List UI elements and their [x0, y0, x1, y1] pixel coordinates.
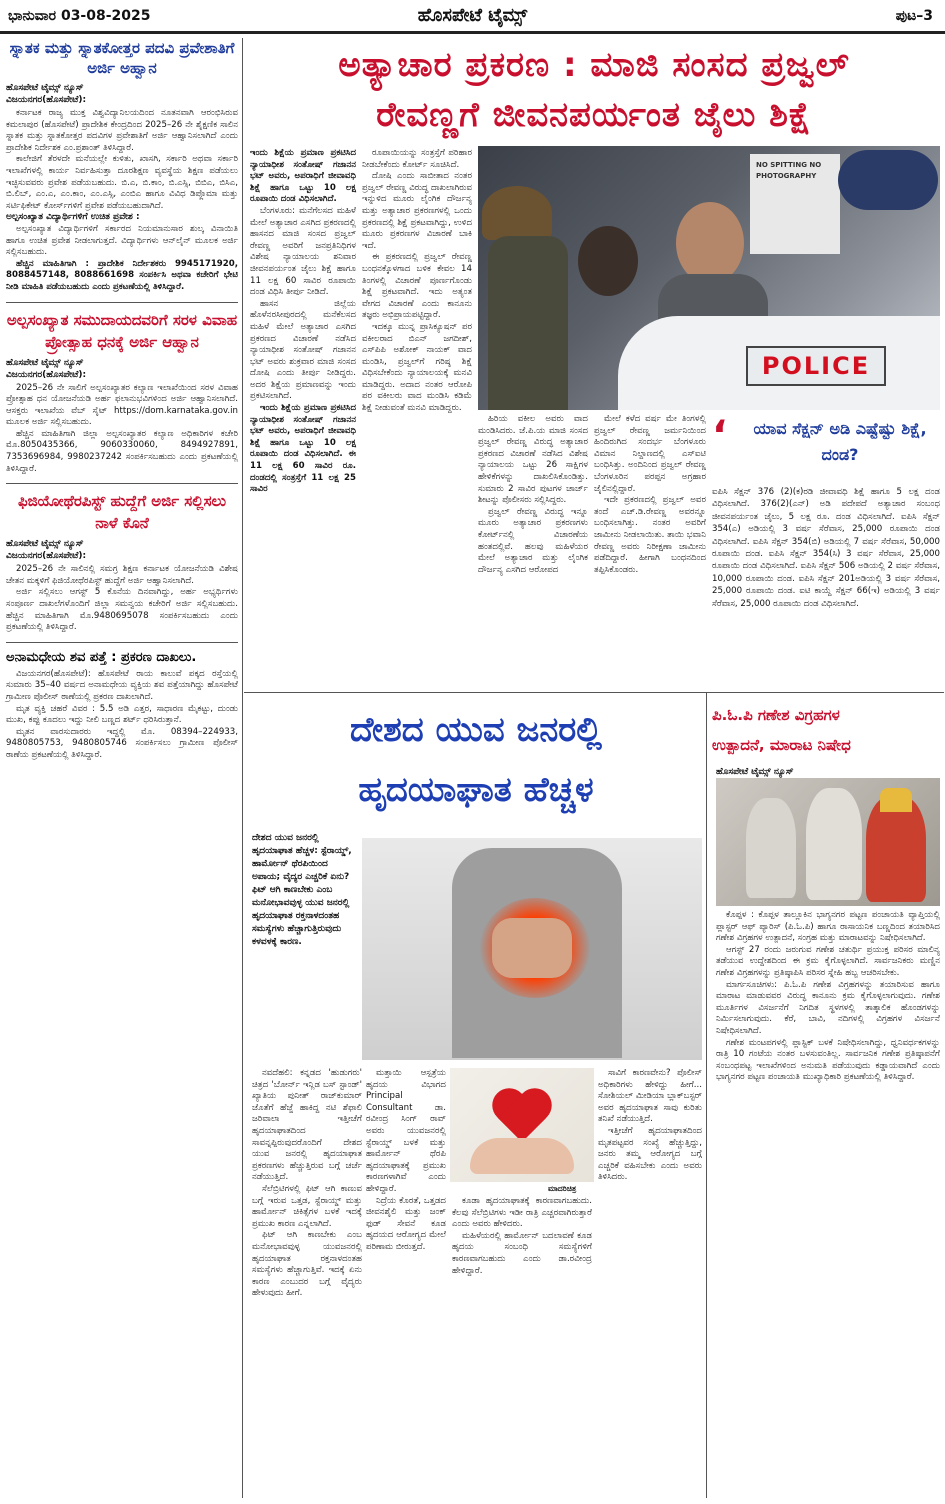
page-header	[0, 0, 945, 34]
story-headline: ಅಲ್ಪಸಂಖ್ಯಾತ ಸಮುದಾಯದವರಿಗೆ ಸರಳ ವಿವಾಹ ಪ್ರೋತ್ಸಾಹ ಧನಕ್ಕೆ ಅರ್ಜಿ ಆಹ್ವಾನ	[6, 310, 238, 351]
lead-headline-line1: ಅತ್ಯಾಚಾರ ಪ್ರಕರಣ : ಮಾಜಿ ಸಂಸದ ಪ್ರಜ್ವಲ್	[338, 45, 850, 85]
paragraph: ರೂಪಾಯಿಯನ್ನು ಸಂತ್ರಸ್ತೆಗೆ ಪರಿಹಾರ ನೀಡಬೇಕೆಂದು ಕೋರ್ಟ್ ಸೂಚಿಸಿದೆ.	[362, 148, 472, 170]
paragraph: ಪ್ರಜ್ವಲ್ ರೇವಣ್ಣ ವಿರುದ್ಧ ಇನ್ನೂ ಮೂರು ಅತ್ಯಾಚಾರ ಪ್ರಕರಣಗಳು ಕೋರ್ಟ್‌ನಲ್ಲಿ ವಿಚಾರಣೆಯ ಹಂತದಲ್ಲಿವೆ. ಹಲವು ಮಹಿಳೆಯರ ಮೇಲೆ ಅತ್ಯಾಚಾರ ಮತ್ತು ಲೈಂಗಿಕ ದೌರ್ಜನ್ಯ ಎಸಗಿದ ಆರೋಪದ	[478, 506, 588, 575]
paragraph: ಕಾಲೇಜಿಗೆ ತೆರಳದೇ ಮನೆಯಲ್ಲೇ ಕುಳಿತು, ಖಾಸಗಿ, ಸರ್ಕಾರಿ ಅಥವಾ ಸರ್ಕಾರಿ ಇಲಾಖೆಗಳಲ್ಲಿ ಕಾರ್ಯ ನಿರ್ವಹಿಸುತ್ತಾ ದೂರಶಿಕ್ಷಣ ವ್ಯವಸ್ಥೆಯ ಶಿಕ್ಷಣ ಪಡೆಯಲು ಇಚ್ಛಿಸುವವರು ಪ್ರವೇಶ ಪಡೆಯಬಹುದು. ಬಿ.ಎ, ಬಿ.ಕಾಂ, ಬಿ.ಎಸ್ಸಿ, ಬಿಬಿಎ, ಬಿಸಿಎ, ಬಿ.ಲಿಬ್, ಎಂ.ಎ, ಎಂ.ಕಾಂ, ಎಂ.ಎಸ್ಸಿ, ಎಂಬಿಎ ಹಾಗೂ ವಿವಿಧ ಡಿಪ್ಲೊಮಾ ಮತ್ತು ಸರ್ಟಿಫಿಕೇಟ್ ಕೋರ್ಸ್‌ಗಳಿಗೆ ಪ್ರವೇಶ ಪಡೆಯಬಹುದಾಗಿದೆ.	[6, 154, 238, 211]
page-number: ಪುಟ–3	[895, 8, 933, 24]
byline-text: ಹೊಸಪೇಟೆ ಟೈಮ್ಸ್ ನ್ಯೂಸ್	[6, 357, 84, 368]
story-byline	[6, 82, 238, 106]
divider	[6, 642, 238, 643]
paragraph: ಸಾವಿಗೆ ಕಾರಣವೇನು? ಪೊಲೀಸ್ ಅಧಿಕಾರಿಗಳು ಹೇಳಿದ್ದು ಹೀಗೆ... ಸೋಶಿಯಲ್ ಮೀಡಿಯಾ ಬ್ಲಾಕ್‌ಬಸ್ಟರ್ ಅವರ ಹೃದಯಾಘಾತ ಸಾವು ಕುರಿತು ತನಿಖೆ ನಡೆಯುತ್ತಿದೆ.	[598, 1068, 702, 1125]
paragraph: ಗಣೇಶ ಮಂಟಪಗಳಲ್ಲಿ ಪ್ಲಾಸ್ಟಿಕ್ ಬಳಕೆ ನಿಷೇಧಿಸಲಾಗಿದ್ದು, ಧ್ವನಿವರ್ಧಕಗಳನ್ನು ರಾತ್ರಿ 10 ಗಂಟೆಯ ನಂತರ ಬಳಸುವಂತಿಲ್ಲ. ಸಾರ್ವಜನಿಕ ಗಣೇಶ ಪ್ರತಿಷ್ಠಾಪನೆಗೆ ಸಂಬಂಧಪಟ್ಟ ಇಲಾಖೆಗಳಿಂದ ಅನುಮತಿ ಪಡೆಯುವುದು ಕಡ್ಡಾಯವಾಗಿದೆ ಎಂದು ಭಾಗ್ಯನಗರ ಪಟ್ಟಣ ಪಂಚಾಯತಿ ಮುಖ್ಯಾಧಿಕಾರಿ ಪ್ರಕಟಣೆಯಲ್ಲಿ ತಿಳಿಸಿದ್ದಾರೆ.	[716, 1037, 940, 1083]
lead-photo	[478, 146, 940, 410]
ganesh-idols-photo	[716, 778, 940, 906]
heart-column-b	[366, 1068, 446, 1254]
paragraph: ಮಹಿಳೆಯರಲ್ಲಿ ಹಾರ್ಮೋನ್ ಬದಲಾವಣೆ ಕೂಡ ಹೃದಯ ಸಂಬಂಧಿ ಸಮಸ್ಯೆಗಳಿಗೆ ಕಾರಣವಾಗಬಹುದು ಎಂದು ಡಾ.ರವೀಂದ್ರ ಹೇಳಿದ್ದಾರೆ.	[452, 1230, 592, 1276]
lead-headline-line2: ರೇವಣ್ಣಗೆ ಜೀವನಪರ್ಯಂತ ಜೈಲು ಶಿಕ್ಷೆ	[376, 95, 812, 135]
police-cap	[482, 186, 552, 240]
heart-column-a	[252, 1068, 362, 1300]
divider	[6, 302, 238, 303]
idol-crown	[880, 788, 912, 812]
story-headline: ಸ್ನಾತಕ ಮತ್ತು ಸ್ನಾತಕೋತ್ತರ ಪದವಿ ಪ್ರವೇಶಾತಿಗೆ ಅರ್ಜಿ ಅಹ್ವಾನ	[9, 39, 235, 77]
paragraph: ಸೆಲೆಬ್ರಿಟಿಗಳಲ್ಲಿ ಫಿಟ್ ಆಗಿ ಕಾಣುವ ಬಗ್ಗೆ ಇರುವ ಒತ್ತಡ, ಸ್ಟೆರಾಯ್ಡ್ ಮತ್ತು ಹಾರ್ಮೋನ್ ಚಿಕಿತ್ಸೆಗಳ ಬಳಕೆ ಇದಕ್ಕೆ ಪ್ರಮುಖ ಕಾರಣ ಎನ್ನಲಾಗಿದೆ.	[252, 1183, 362, 1229]
story-headline: ಫಿಜಿಯೋಥೆರಪಿಸ್ಟ್ ಹುದ್ದೆಗೆ ಅರ್ಜಿ ಸಲ್ಲಿಸಲು ನಾಳೆ ಕೊನೆ	[17, 492, 227, 533]
paragraph: ಹಿರಿಯ ವಕೀಲ ಅವರು ವಾದ ಮಂಡಿಸಿದರು. ಜೆ.ಪಿ.ಯ ಮಾಜಿ ಸಂಸದ ಪ್ರಜ್ವಲ್ ರೇವಣ್ಣ ವಿರುದ್ಧ ಅತ್ಯಾಚಾರ ಪ್ರಕರಣದ ವಿಚಾರಣೆ ನಡೆಸಿದ ವಿಶೇಷ ನ್ಯಾಯಾಲಯ ಒಟ್ಟು 26 ಸಾಕ್ಷಿಗಳ ಹೇಳಿಕೆಗಳನ್ನು ದಾಖಲಿಸಿಕೊಂಡಿತ್ತು. ಸುಮಾರು 2 ಸಾವಿರ ಪುಟಗಳ ಚಾರ್ಜ್ ಶೀಟನ್ನು ಪೊಲೀಸರು ಸಲ್ಲಿಸಿದ್ದರು.	[478, 414, 588, 506]
heart-headline	[250, 700, 702, 820]
paper-name: ಹೊಸಪೇಟೆ ಟೈಮ್ಸ್	[417, 5, 528, 26]
paragraph: ಮೃತನ ವಾರಸುದಾರರು ಇದ್ದಲ್ಲಿ ಮೊ. 08394–224933, 9480805753, 9480805746 ಸಂಪರ್ಕಿಸಲು ಗ್ರಾಮೀಣ ಪೊಲೀಸ್ ಠಾಣೆಯ ಪ್ರಕಟಣೆಯಲ್ಲಿ ತಿಳಿಸಿದ್ದಾರೆ.	[6, 726, 238, 760]
left-column	[6, 38, 238, 762]
header-date: ಭಾನುವಾರ 03-08-2025	[8, 8, 151, 24]
police-sign: POLICE	[746, 346, 886, 386]
paragraph: ಹಾಸನ ಜಿಲ್ಲೆಯ ಹೊಳೆನರಸೀಪುರದಲ್ಲಿ ಮನೆಕೆಲಸದ ಮಹಿಳೆ ಮೇಲೆ ಅತ್ಯಾಚಾರ ಎಸಗಿದ ಪ್ರಕರಣದ ವಿಚಾರಣೆ ನಡೆಸಿದ ನ್ಯಾಯಾಧೀಶ ಸಂತೋಷ್ ಗಜಾನನ ಭಟ್ ಅವರು ಶುಕ್ರವಾರ ಮಾಜಿ ಸಂಸದ ದೋಷಿ ಎಂದು ತೀರ್ಪು ನೀಡಿದ್ದರು. ಅದರ ಶಿಕ್ಷೆಯ ಪ್ರಮಾಣವನ್ನು ಇಂದು ಪ್ರಕಟಿಸಲಾಗಿದೆ.	[250, 298, 356, 402]
dateline: ವಿಜಯನಗರ(ಹೊಸಪೇಟೆ):	[6, 95, 87, 105]
paragraph: ಮತ್ತಾಯಿ ಆಸ್ಪತ್ರೆಯ ಹೃದಯ ವಿಭಾಗದ Principal Consultant ಡಾ. ರವೀಂದ್ರ ಸಿಂಗ್ ರಾವ್ ಅವರು ಯುವಜನರಲ್ಲಿ ಸ್ಟೆರಾಯ್ಡ್ ಬಳಕೆ ಮತ್ತು ಹಾರ್ಮೋನ್ ಥೆರಪಿ ಹೃದಯಾಘಾತಕ್ಕೆ ಪ್ರಮುಖ ಕಾರಣಗಳಾಗಿವೆ ಎಂದು ಹೇಳಿದ್ದಾರೆ.	[366, 1068, 446, 1194]
paragraph: ಇಂದು ಶಿಕ್ಷೆಯ ಪ್ರಮಾಣ ಪ್ರಕಟಿಸಿದ ನ್ಯಾಯಾಧೀಶ ಸಂತೋಷ್ ಗಜಾನನ ಭಟ್ ಅವರು, ಅಪರಾಧಿಗೆ ಜೀವಾವಧಿ ಶಿಕ್ಷೆ ಹಾಗೂ ಒಟ್ಟು 10 ಲಕ್ಷ ರೂಪಾಯಿ ದಂಡ ವಿಧಿಸಲಾಗಿದೆ. ಈ 11 ಲಕ್ಷ 60 ಸಾವಿರ ರೂ. ದಂಡದಲ್ಲಿ ಸಂತ್ರಸ್ತೆಗೆ 11 ಲಕ್ಷ 25 ಸಾವಿರ	[250, 403, 356, 495]
ganesh-headline	[712, 700, 940, 760]
palms	[470, 1138, 574, 1174]
lead-intro: ಇಂದು ಶಿಕ್ಷೆಯ ಪ್ರಮಾಣ ಪ್ರಕಟಿಸಿದ ನ್ಯಾಯಾಧೀಶ ಸಂತೋಷ್ ಗಜಾನನ ಭಟ್ ಅವರು, ಅಪರಾಧಿಗೆ ಜೀವಾವಧಿ ಶಿಕ್ಷೆ ಹಾಗೂ ಒಟ್ಟು 10 ಲಕ್ಷ ರೂಪಾಯಿ ದಂಡ ವಿಧಿಸಲಾಗಿದೆ.	[250, 148, 356, 205]
paragraph: ಅರ್ಜಿ ಸಲ್ಲಿಸಲು ಆಗಸ್ಟ್ 5 ಕೊನೆಯ ದಿನವಾಗಿದ್ದು, ಅರ್ಹ ಅಭ್ಯರ್ಥಿಗಳು ಸಂಪೂರ್ಣ ದಾಖಲೆಗಳೊಂದಿಗೆ ಜಿಲ್ಲಾ ಸಮನ್ವಯ ಕಚೇರಿಗೆ ಅರ್ಜಿ ಸಲ್ಲಿಸಬಹುದು. ಹೆಚ್ಚಿನ ಮಾಹಿತಿಗಾಗಿ ಮೊ.9480695078 ಸಂಪರ್ಕಿಸಬಹುದು ಎಂದು ಪ್ರಕಟಣೆಯಲ್ಲಿ ತಿಳಿಸಿದ್ದಾರೆ.	[6, 587, 238, 633]
paragraph: ಮೇಲೆ ಕಳೆದ ವರ್ಷ ಮೇ ತಿಂಗಳಲ್ಲಿ ಪ್ರಜ್ವಲ್ ರೇವಣ್ಣ ಜರ್ಮನಿಯಿಂದ ಹಿಂದಿರುಗಿದ ಸಂದರ್ಭ ಬೆಂಗಳೂರು ವಿಮಾನ ನಿಲ್ದಾಣದಲ್ಲಿ ಎಸ್‌ಐಟಿ ಬಂಧಿಸಿತ್ತು. ಅಂದಿನಿಂದ ಪ್ರಜ್ವಲ್ ರೇವಣ್ಣ ಬೆಂಗಳೂರಿನ ಪರಪ್ಪನ ಅಗ್ರಹಾರ ಜೈಲಿನಲ್ಲಿದ್ದಾರೆ.	[594, 414, 706, 494]
idol	[806, 788, 862, 900]
heart-headline-line1: ದೇಶದ ಯುವ ಜನರಲ್ಲಿ	[350, 710, 602, 750]
lead-column-4	[594, 414, 706, 576]
heart-highlight	[252, 832, 356, 949]
lead-column-3	[478, 414, 588, 576]
hand	[492, 918, 572, 978]
paragraph: ವಿಜಯನಗರ(ಹೊಸಪೇಟೆ): ಹೊಸಪೇಟೆ ರಾಯ ಕಾಲುವೆ ಪಕ್ಕದ ರಸ್ತೆಯಲ್ಲಿ ಸುಮಾರು 35–40 ವರ್ಷದ ಅನಾಮಧೇಯ ವ್ಯಕ್ತಿಯ ಶವ ಪತ್ತೆಯಾಗಿದ್ದು ಹೊಸಪೇಟೆ ಗ್ರಾಮೀಣ ಪೊಲೀಸ್ ಠಾಣೆಯಲ್ಲಿ ಪ್ರಕರಣ ದಾಖಲಾಗಿದೆ.	[6, 668, 238, 702]
paragraph: ಅಲ್ಪಸಂಖ್ಯಾತ ವಿದ್ಯಾರ್ಥಿಗಳಿಗೆ ಸರ್ಕಾರದ ನಿಯಮಾನುಸಾರ ಶುಲ್ಕ ವಿನಾಯಿತಿ ಹಾಗೂ ಉಚಿತ ಪ್ರವೇಶ ನೀಡಲಾಗುತ್ತದೆ. ವಿದ್ಯಾರ್ಥಿಗಳು ಆನ್‌ಲೈನ್ ಮೂಲಕ ಅರ್ಜಿ ಸಲ್ಲಿಸಬಹುದು.	[6, 223, 238, 258]
ganesh-headline-line1: ಪಿ.ಓ.ಪಿ ಗಣೇಶ ವಿಗ್ರಹಗಳ	[712, 706, 840, 724]
highlight-text: ದೇಶದ ಯುವ ಜನರಲ್ಲಿ ಹೃದಯಾಘಾತ ಹೆಚ್ಚಳ: ಸ್ಟೆರಾಯ್ಡ್, ಹಾರ್ಮೋನ್ ಥೆರಪಿಯಿಂದ ಅಪಾಯ; ವೈದ್ಯರ ಎಚ್ಚರಿಕೆ ಏನು? ಫಿಟ್ ಆಗಿ ಕಾಣಬೇಕು ಎಂಬ ಮನೋಭಾವವುಳ್ಳ ಯುವ ಜನರಲ್ಲಿ ಹೃದಯಾಘಾತ ರಕ್ತನಾಳದಂತಹ ಸಮಸ್ಯೆಗಳು ಹೆಚ್ಚಾಗುತ್ತಿರುವುದು ಕಳವಳಕ್ಕೆ ಕಾರಣ.	[252, 833, 352, 947]
heart-column-c	[452, 1196, 592, 1277]
paragraph: ಮಾರ್ಗಸೂಚಿಗಳು: ಪಿ.ಓ.ಪಿ ಗಣೇಶ ವಿಗ್ರಹಗಳನ್ನು ತಯಾರಿಸುವ ಹಾಗೂ ಮಾರಾಟ ಮಾಡುವವರ ವಿರುದ್ಧ ಕಾನೂನು ಕ್ರಮ ಕೈಗೊಳ್ಳಲಾಗುವುದು. ಗಣೇಶ ಮೂರ್ತಿಗಳ ವಿಸರ್ಜನೆಗೆ ನಿಗದಿತ ಸ್ಥಳಗಳಲ್ಲಿ ತಾತ್ಕಾಲಿಕ ಹೊಂಡಗಳನ್ನು ನಿರ್ಮಿಸಲಾಗುವುದು. ಕೆರೆ, ಬಾವಿ, ನದಿಗಳಲ್ಲಿ ವಿಗ್ರಹಗಳ ವಿಸರ್ಜನೆ ನಿಷೇಧಿಸಲಾಗಿದೆ.	[716, 979, 940, 1036]
ganesh-body	[716, 910, 940, 1084]
byline-text: ಹೊಸಪೇಟೆ ಟೈಮ್ಸ್ ನ್ಯೂಸ್	[6, 83, 84, 93]
paragraph: ನವದೆಹಲಿ: ಕನ್ನಡದ 'ಹುಡುಗರು' ಚಿತ್ರದ 'ಬೋರ್ನ್ ಇನ್ಲಿಡ ಬಸ್ ಸ್ಟಾಂಡ್' ಖ್ಯಾತಿಯ ಪುನೀತ್ ರಾಜ್‌ಕುಮಾರ್ ಜೊತೆಗೆ ಹೆಜ್ಜೆ ಹಾಕಿದ್ದ ನಟಿ ಶೆಫಾಲಿ ಜರಿವಾಲಾ ಇತ್ತೀಚೆಗೆ ಹೃದಯಾಘಾತದಿಂದ ಸಾವನ್ನಪ್ಪಿರುವುದರೊಂದಿಗೆ ದೇಶದ ಯುವ ಜನರಲ್ಲಿ ಹೃದಯಾಘಾತ ಪ್ರಕರಣಗಳು ಹೆಚ್ಚುತ್ತಿರುವ ಬಗ್ಗೆ ಚರ್ಚೆ ನಡೆಯುತ್ತಿದೆ.	[252, 1068, 362, 1183]
paragraph: ಆಗಸ್ಟ್ 27 ರಂದು ಜರುಗುವ ಗಣೇಶ ಚತುರ್ಥಿ ಪ್ರಯುಕ್ತ ಪರಿಸರ ಮಾಲಿನ್ಯ ತಡೆಯುವ ಉದ್ದೇಶದಿಂದ ಈ ಕ್ರಮ ಕೈಗೊಳ್ಳಲಾಗಿದೆ. ಸಾರ್ವಜನಿಕರು ಮಣ್ಣಿನ ಗಣೇಶ ವಿಗ್ರಹಗಳನ್ನು ಪ್ರತಿಷ್ಠಾಪಿಸಿ ಪರಿಸರ ಸ್ನೇಹಿ ಹಬ್ಬ ಆಚರಿಸಬೇಕು.	[716, 944, 940, 978]
column-rule	[706, 692, 707, 1498]
row-rule	[244, 692, 944, 693]
paragraph: ಈ ಪ್ರಕರಣದಲ್ಲಿ ಪ್ರಜ್ವಲ್ ರೇವಣ್ಣ ಬಂಧನಕ್ಕೊಳಗಾದ ಬಳಿಕ ಕೇವಲ 14 ತಿಂಗಳಲ್ಲಿ ವಿಚಾರಣೆ ಪೂರ್ಣಗೊಂಡು ಶಿಕ್ಷೆ ಪ್ರಕಟವಾಗಿದೆ. ಇದು ಅತ್ಯಂತ ವೇಗದ ವಿಚಾರಣೆ ಎಂದು ಕಾನೂನು ತಜ್ಞರು ಅಭಿಪ್ರಾಯಪಟ್ಟಿದ್ದಾರೆ.	[362, 252, 472, 321]
story-body	[6, 108, 238, 294]
ganesh-headline-line2: ಉತ್ಪಾದನೆ, ಮಾರಾಟ ನಿಷೇಧ	[712, 736, 851, 754]
paragraph: ಬೆಂಗಳೂರು: ಮನೆಗೆಲಸದ ಮಹಿಳೆ ಮೇಲೆ ಅತ್ಯಾಚಾರ ಎಸಗಿದ ಪ್ರಕರಣದಲ್ಲಿ ಹಾಸನದ ಮಾಜಿ ಸಂಸದ ಪ್ರಜ್ವಲ್ ರೇವಣ್ಣ ಅವರಿಗೆ ಜನಪ್ರತಿನಿಧಿಗಳ ವಿಶೇಷ ನ್ಯಾಯಾಲಯ ಶನಿವಾರ ಜೀವನಪರ್ಯಂತ ಜೈಲು ಶಿಕ್ಷೆ ಹಾಗೂ 11 ಲಕ್ಷ 60 ಸಾವಿರ ರೂಪಾಯಿ ದಂಡ ವಿಧಿಸಿ ತೀರ್ಪು ನೀಡಿದೆ.	[250, 205, 356, 298]
police-car-lightbar	[838, 150, 938, 210]
paragraph: 2025–26 ನೇ ಸಾಲಿಗೆ ಅಲ್ಪಸಂಖ್ಯಾತರ ಕಲ್ಯಾಣ ಇಲಾಖೆಯಿಂದ ಸರಳ ವಿವಾಹ ಪ್ರೋತ್ಸಾಹ ಧನ ಯೋಜನೆಯಡಿ ಅರ್ಹ ಫಲಾನುಭವಿಗಳಿಂದ ಅರ್ಜಿ ಆಹ್ವಾನಿಸಲಾಗಿದೆ. ಆಸಕ್ತರು ಇಲಾಖೆಯ ವೆಬ್ ಸೈಟ್ https://dom.karnataka.gov.in ಮೂಲಕ ಅರ್ಜಿ ಸಲ್ಲಿಸಬಹುದು.	[6, 382, 238, 428]
paragraph: ಕೊಪ್ಪಳ : ಕೊಪ್ಪಳ ತಾಲ್ಲೂಕಿನ ಭಾಗ್ಯನಗರ ಪಟ್ಟಣ ಪಂಚಾಯತಿ ವ್ಯಾಪ್ತಿಯಲ್ಲಿ ಪ್ಲಾಸ್ಟರ್ ಆಫ್ ಪ್ಯಾರಿಸ್ (ಪಿ.ಓ.ಪಿ) ಹಾಗೂ ರಾಸಾಯನಿಕ ಬಣ್ಣದಿಂದ ತಯಾರಿಸಿದ ಗಣೇಶ ವಿಗ್ರಹಗಳ ಉತ್ಪಾದನೆ, ಸಂಗ್ರಹ ಮತ್ತು ಮಾರಾಟವನ್ನು ನಿಷೇಧಿಸಲಾಗಿದೆ.	[716, 910, 940, 944]
quote-mark: ‘	[712, 413, 728, 459]
dateline: ವಿಜಯನಗರ(ಹೊಸಪೇಟೆ):	[6, 369, 87, 380]
sections-box-body: ಐಪಿಸಿ ಸೆಕ್ಷನ್ 376 (2)(ಕ)ರಡಿ ಜೀವಾವಧಿ ಶಿಕ್ಷೆ ಹಾಗೂ 5 ಲಕ್ಷ ದಂಡ ವಿಧಿಸಲಾಗಿದೆ. 376(2)(ಎನ್) ಅಡಿ ಪದೇಪದೆ ಅತ್ಯಾಚಾರ ಸಂಬಂಧ ಜೀವನಪರ್ಯಂತ ಜೈಲು, 5 ಲಕ್ಷ ರೂ. ದಂಡ ವಿಧಿಸಲಾಗಿದೆ. ಐಪಿಸಿ ಸೆಕ್ಷನ್ 354(ಎ) ಅಡಿಯಲ್ಲಿ 3 ವರ್ಷ ಸೆರೆವಾಸ, 25,000 ರೂಪಾಯಿ ದಂಡ ವಿಧಿಸಲಾಗಿದೆ. ಐಪಿಸಿ ಸೆಕ್ಷನ್ 354(ಬಿ) ಅಡಿಯಲ್ಲಿ 7 ವರ್ಷ ಸೆರೆವಾಸ, 50,000 ರೂಪಾಯಿ ದಂಡ. ಐಪಿಸಿ ಸೆಕ್ಷನ್ 354(ಸಿ) 3 ವರ್ಷ ಸೆರೆವಾಸ, 25,000 ರೂಪಾಯಿ ದಂಡ ವಿಧಿಸಲಾಗಿದೆ. ಐಪಿಸಿ ಸೆಕ್ಷನ್ 506 ಅಡಿಯಲ್ಲಿ 2 ವರ್ಷ ಸೆರೆವಾಸ, 10,000 ರೂಪಾಯಿ ದಂಡ. ಐಪಿಸಿ ಸೆಕ್ಷನ್ 201ಅಡಿಯಲ್ಲಿ 3 ವರ್ಷ ಸೆರೆವಾಸ, 25,000 ರೂಪಾಯಿ ದಂಡ. ಐಟಿ ಕಾಯ್ದೆ ಸೆಕ್ಷನ್ 66(ಇ) ಅಡಿಯಲ್ಲಿ 3 ವರ್ಷ ಸೆರೆವಾಸ, 25,000 ರೂಪಾಯಿ ದಂಡ ವಿಧಿಸಲಾಗಿದೆ.	[712, 487, 940, 609]
photo-caption: ಮಾದರಿಚಿತ್ರ	[548, 1184, 577, 1193]
byline-text: ಹೊಸಪೇಟೆ ಟೈಮ್ಸ್ ನ್ಯೂಸ್	[6, 539, 84, 550]
lead-column-2	[362, 148, 472, 415]
heart-in-hands-photo	[450, 1068, 594, 1182]
paragraph: ನಿದ್ರೆಯ ಕೊರತೆ, ಒತ್ತಡದ ಜೀವನಶೈಲಿ ಮತ್ತು ಜಂಕ್ ಫುಡ್ ಸೇವನೆ ಕೂಡ ಹೃದಯದ ಆರೋಗ್ಯದ ಮೇಲೆ ಪರಿಣಾಮ ಬೀರುತ್ತದೆ.	[366, 1195, 446, 1252]
lead-column-1	[250, 148, 356, 496]
sections-box-title: ಯಾವ ಸೆಕ್ಷನ್ ಅಡಿ ಎಷ್ಟೆಷ್ಟು ಶಿಕ್ಷೆ, ದಂಡ?	[753, 419, 927, 464]
story-body	[6, 669, 238, 762]
contact-line: ಹೆಚ್ಚಿನ ಮಾಹಿತಿಗಾಗಿ : ಪ್ರಾದೇಶಿಕ ನಿರ್ದೇಶಕರು 9945171920, 8088457148, 8088661698 ಸಂಪರ್ಕಿಸಿ ಅಥವಾ ಕಚೇರಿಗೆ ಭೇಟಿ ನೀಡಿ ಮಾಹಿತಿ ಪಡೆಯಬಹುದು ಎಂದು ಪ್ರಕಟಣೆಯಲ್ಲಿ ತಿಳಿಸಿದ್ದಾರೆ.	[6, 258, 238, 292]
sections-box	[712, 412, 940, 678]
story-headline: ಅನಾಮಧೇಯ ಶವ ಪತ್ತೆ : ಪ್ರಕರಣ ದಾಖಲು.	[6, 649, 197, 665]
person	[578, 226, 638, 296]
paragraph: ಕೂಡಾ ಹೃದಯಾಘಾತಕ್ಕೆ ಕಾರಣವಾಗಬಹುದು. ಕೆಲವು ಸೆಲೆಬ್ರಿಟಿಗಳು ಇಡೀ ರಾತ್ರಿ ಎಚ್ಚರವಾಗಿರುತ್ತಾರೆ ಎಂದು ಅವರು ಹೇಳಿದರು.	[452, 1196, 592, 1230]
lead-headline	[248, 40, 940, 140]
paragraph: ಕರ್ನಾಟಕ ರಾಜ್ಯ ಮುಕ್ತ ವಿಶ್ವವಿದ್ಯಾನಿಲಯದಿಂದ ನೂತನವಾಗಿ ಆರಂಭಿಸಿರುವ ಕಮಲಾಪುರ (ಹೊಸಪೇಟೆ) ಪ್ರಾದೇಶಿಕ ಕೇಂದ್ರದಿಂದ 2025–26 ನೇ ಶೈಕ್ಷಣಿಕ ಸಾಲಿನ ಸ್ನಾತಕ ಮತ್ತು ಸ್ನಾತಕೋತ್ತರ ಪದವಿಗಳ ಪ್ರವೇಶಾತಿಗೆ ಅರ್ಜಿ ಆಹ್ವಾನಿಸಲಾಗಿದೆ ಎಂದು ಪ್ರಾದೇಶಿಕ ನಿರ್ದೇಶಕ ಎಂ.ಪ್ರಶಾಂತ್ ತಿಳಿಸಿದ್ದಾರೆ.	[6, 108, 238, 153]
story-body	[6, 383, 238, 476]
story-body	[6, 564, 238, 634]
paragraph: ಇದಕ್ಕೂ ಮುನ್ನ ಪ್ರಾಸಿಕ್ಯೂಷನ್ ಪರ ವಕೀಲರಾದ ಬಿಎನ್ ಜಗದೀಶ್, ಎಸ್‌ಪಿಪಿ ಅಶೋಕ್ ನಾಯಕ್ ವಾದ ಮಂಡಿಸಿ, ಪ್ರಜ್ವಲ್‌ಗೆ ಗರಿಷ್ಠ ಶಿಕ್ಷೆ ವಿಧಿಸಬೇಕೆಂದು ನ್ಯಾಯಾಲಯಕ್ಕೆ ಮನವಿ ಮಾಡಿದ್ದರು. ಅದಾದ ನಂತರ ಆರೋಪಿ ಪರ ವಕೀಲರು ವಾದ ಮಂಡಿಸಿ ಕಡಿಮೆ ಶಿಕ್ಷೆ ನೀಡುವಂತೆ ಮನವಿ ಮಾಡಿದ್ದರು.	[362, 321, 472, 414]
sub-heading: ಅಲ್ಪಸಂಖ್ಯಾತ ವಿದ್ಯಾರ್ಥಿಗಳಿಗೆ ಉಚಿತ ಪ್ರವೇಶ :	[6, 212, 140, 223]
story-byline: ಹೊಸಪೇಟೆ ಟೈಮ್ಸ್ ನ್ಯೂಸ್	[716, 767, 794, 777]
paragraph: ಹೆಚ್ಚಿನ ಮಾಹಿತಿಗಾಗಿ ಜಿಲ್ಲಾ ಅಲ್ಪಸಂಖ್ಯಾತರ ಕಲ್ಯಾಣ ಅಧಿಕಾರಿಗಳ ಕಚೇರಿ ಮೊ.8050435366, 9060330060, 8494927891, 7353696984, 9980237242 ಸಂಪರ್ಕಿಸಬಹುದು ಎಂದು ಪ್ರಕಟಣೆಯಲ್ಲಿ ತಿಳಿಸಿದ್ದಾರೆ.	[6, 428, 238, 474]
dateline: ವಿಜಯನಗರ(ಹೊಸಪೇಟೆ):	[6, 551, 87, 562]
column-rule	[242, 38, 243, 1498]
chest-pain-photo	[362, 838, 702, 1060]
paragraph: ಮೃತ ವ್ಯಕ್ತಿ ಚಹರೆ ವಿವರ : 5.5 ಅಡಿ ಎತ್ತರ, ಸಾಧಾರಣ ಮೈಕಟ್ಟು, ದುಂಡು ಮುಖ, ಕಪ್ಪು ಕೂದಲು ಇದ್ದು ನೀಲಿ ಬಣ್ಣದ ಶರ್ಟ್ ಧರಿಸಿರುತ್ತಾನೆ.	[6, 703, 238, 726]
person-body	[488, 236, 568, 410]
paragraph: 2025–26 ನೇ ಸಾಲಿನಲ್ಲಿ ಸಮಗ್ರ ಶಿಕ್ಷಣ ಕರ್ನಾಟಕ ಯೋಜನೆಯಡಿ ವಿಶೇಷ ಚೇತನ ಮಕ್ಕಳಿಗೆ ಫಿಜಿಯೋಥೆರಪಿಸ್ಟ್ ಹುದ್ದೆಗೆ ಅರ್ಜಿ ಆಹ್ವಾನಿಸಲಾಗಿದೆ.	[6, 564, 238, 586]
heart-column-d	[598, 1068, 702, 1184]
story-byline	[6, 357, 238, 381]
no-photography-sign: NO SPITTING NO PHOTOGRAPHY	[750, 154, 840, 254]
paragraph: ದೋಷಿ ಎಂದು ಸಾಬೀತಾದ ನಂತರ ಪ್ರಜ್ವಲ್ ರೇವಣ್ಣ ವಿರುದ್ಧ ದಾಖಲಾಗಿರುವ ಇನ್ನುಳಿದ ಮೂರು ಲೈಂಗಿಕ ದೌರ್ಜನ್ಯ ಮತ್ತು ಅತ್ಯಾಚಾರ ಪ್ರಕರಣಗಳಲ್ಲಿ ಒಂದು ಪ್ರಕರಣದಲ್ಲಿ ಶಿಕ್ಷೆ ಪ್ರಕಟವಾಗಿದ್ದು, ಉಳಿದ ಮೂರು ಪ್ರಕರಣಗಳ ವಿಚಾರಣೆ ಬಾಕಿ ಇದೆ.	[362, 171, 472, 251]
person	[676, 202, 744, 284]
paragraph: ಇತ್ತೀಚೆಗೆ ಹೃದಯಾಘಾತದಿಂದ ಮೃತಪಟ್ಟವರ ಸಂಖ್ಯೆ ಹೆಚ್ಚುತ್ತಿದ್ದು, ಜನರು ತಮ್ಮ ಆರೋಗ್ಯದ ಬಗ್ಗೆ ಎಚ್ಚರಿಕೆ ವಹಿಸಬೇಕು ಎಂದು ಅವರು ತಿಳಿಸಿದರು.	[598, 1125, 702, 1183]
divider	[6, 483, 238, 484]
paragraph: ಇದೇ ಪ್ರಕರಣದಲ್ಲಿ ಪ್ರಜ್ವಲ್ ಅವರ ತಂದೆ ಎಚ್.ಡಿ.ರೇವಣ್ಣ ಅವರನ್ನೂ ಬಂಧಿಸಲಾಗಿತ್ತು. ನಂತರ ಅವರಿಗೆ ಜಾಮೀನು ನೀಡಲಾಯಿತು. ತಾಯಿ ಭವಾನಿ ರೇವಣ್ಣ ಅವರು ನಿರೀಕ್ಷಣಾ ಜಾಮೀನು ಪಡೆದಿದ್ದಾರೆ. ಹೀಗಾಗಿ ಬಂಧನದಿಂದ ತಪ್ಪಿಸಿಕೊಂಡರು.	[594, 495, 706, 575]
paragraph: ಫಿಟ್ ಆಗಿ ಕಾಣಬೇಕು ಎಂಬ ಮನೋಭಾವವುಳ್ಳ ಯುವಜನರಲ್ಲಿ ಹೃದಯಾಘಾತ ರಕ್ತನಾಳದಂತಹ ಸಮಸ್ಯೆಗಳು ಹೆಚ್ಚಾಗುತ್ತಿವೆ. ಇದಕ್ಕೆ ಏನು ಕಾರಣ ಎಂಬುದರ ಬಗ್ಗೆ ವೈದ್ಯರು ಹೇಳುವುದು ಹೀಗೆ.	[252, 1230, 362, 1299]
story-byline	[6, 538, 238, 562]
heart-headline-line2: ಹೃದಯಾಘಾತ ಹೆಚ್ಚಳ	[358, 770, 594, 810]
idol	[746, 798, 796, 898]
